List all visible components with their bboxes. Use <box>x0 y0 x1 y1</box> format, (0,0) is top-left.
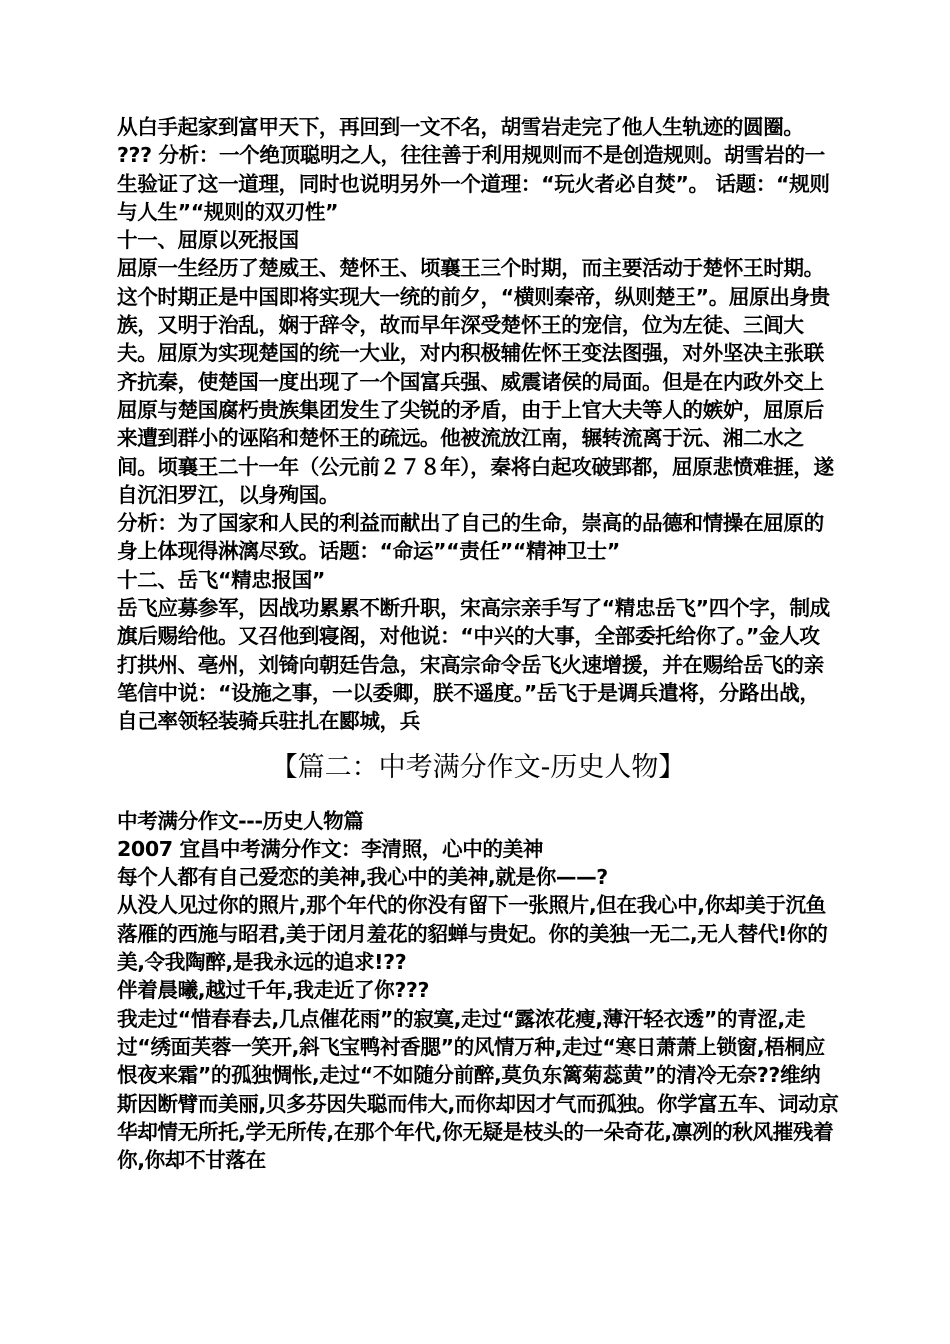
essay-paragraph-4: 我走过“惜春春去,几点催花雨”的寂寞,走过“露浓花瘦,薄汗轻衣透”的青涩,走过“绣面芙蓉一笑开,斜飞宝鸭衬香腮”的风情万种,走过“寒日萧萧上锁窗,梧桐应恨夜来霜”的孤独惆怅,走过“不如随分前醉,莫负东篱菊蕊黄”的清冷无奈??维纳斯因断臂而美丽,贝多芬因失聪而伟大,而你却因才气而孤独。你学富五车、词动京华却情无所托,学无所传,在那个年代,你无疑是枝头的一朵奇花,凛冽的秋风摧残着你,你却不甘落在 <box>117 1006 839 1173</box>
essay-title: 2007 宜昌中考满分作文：李清照，心中的美神 <box>117 836 543 861</box>
paragraph-yue-fei-story: 岳飞应募参军，因战功累累不断升职，宋高宗亲手写了“精忠岳飞”四个字，制成旗后赐给他。又召他到寝阁，对他说：“中兴的大事，全部委托给你了。”金人攻打拱州、亳州，刘锜向朝廷告急，宋高宗命令岳飞火速增援，并在赐给岳飞的亲笔信中说：“设施之事，一以委卿，朕不遥度。”岳飞于是调兵遣将，分路出战，自己率领轻装骑兵驻扎在郾城，兵 <box>117 596 830 734</box>
paragraph-hu-xueyan-summary: 从白手起家到富甲天下，再回到一文不名，胡雪岩走完了他人生轨迹的圆圈。 <box>117 115 804 139</box>
essay-paragraph-1: 每个人都有自己爱恋的美神,我心中的美神,就是你——? <box>117 865 608 890</box>
essay-paragraph-3: 伴着晨曦,越过千年,我走近了你??? <box>117 978 430 1003</box>
essay-paragraph-2: 从没人见过你的照片,那个年代的你没有留下一张照片,但在我心中,你却美于沉鱼落雁的西施与昭君,美于闭月羞花的貂蝉与贵妃。你的美独一无二,无人替代!你的美,令我陶醉,是我永远的追求!?? <box>117 893 828 975</box>
paragraph-hu-xueyan-analysis: ??? 分析：一个绝顶聪明之人，往往善于利用规则而不是创造规则。胡雪岩的一生验证了这一道理，同时也说明另外一个道理：“玩火者必自焚”。 话题：“规则与人生”“规则的双刃性” <box>117 143 830 224</box>
paragraph-qu-yuan-analysis: 分析：为了国家和人民的利益而献出了自己的生命，崇高的品德和情操在屈原的身上体现得淋漓尽致。话题：“命运”“责任”“精神卫士” <box>117 511 824 564</box>
document-body <box>117 113 839 1174</box>
section-heading: 【篇二：中考满分作文-历史人物】 <box>270 751 686 783</box>
heading-qu-yuan: 十一、屈原以死报国 <box>117 228 299 253</box>
essay-collection-title: 中考满分作文---历史人物篇 <box>117 808 364 833</box>
heading-yue-fei: 十二、岳飞“精忠报国” <box>117 567 326 592</box>
paragraph-qu-yuan-story: 屈原一生经历了楚威王、楚怀王、顷襄王三个时期，而主要活动于楚怀王时期。这个时期正是中国即将实现大一统的前夕，“横则秦帝，纵则楚王”。屈原出身贵族，又明于治乱，娴于辞令，故而早年深受楚怀王的宠信，位为左徒、三闾大夫。屈原为实现楚国的统一大业，对内积极辅佐怀王变法图强，对外坚决主张联齐抗秦，使楚国一度出现了一个国富兵强、威震诸侯的局面。但是在内政外交上屈原与楚国腐朽贵族集团发生了尖锐的矛盾，由于上官大夫等人的嫉妒，屈原后来遭到群小的诬陷和楚怀王的疏远。他被流放江南，辗转流离于沅、湘二水之间。顷襄王二十一年（公元前２７８年），秦将白起攻破郢都，屈原悲愤难捱，遂自沉汨罗江，以身殉国。 <box>117 256 834 507</box>
